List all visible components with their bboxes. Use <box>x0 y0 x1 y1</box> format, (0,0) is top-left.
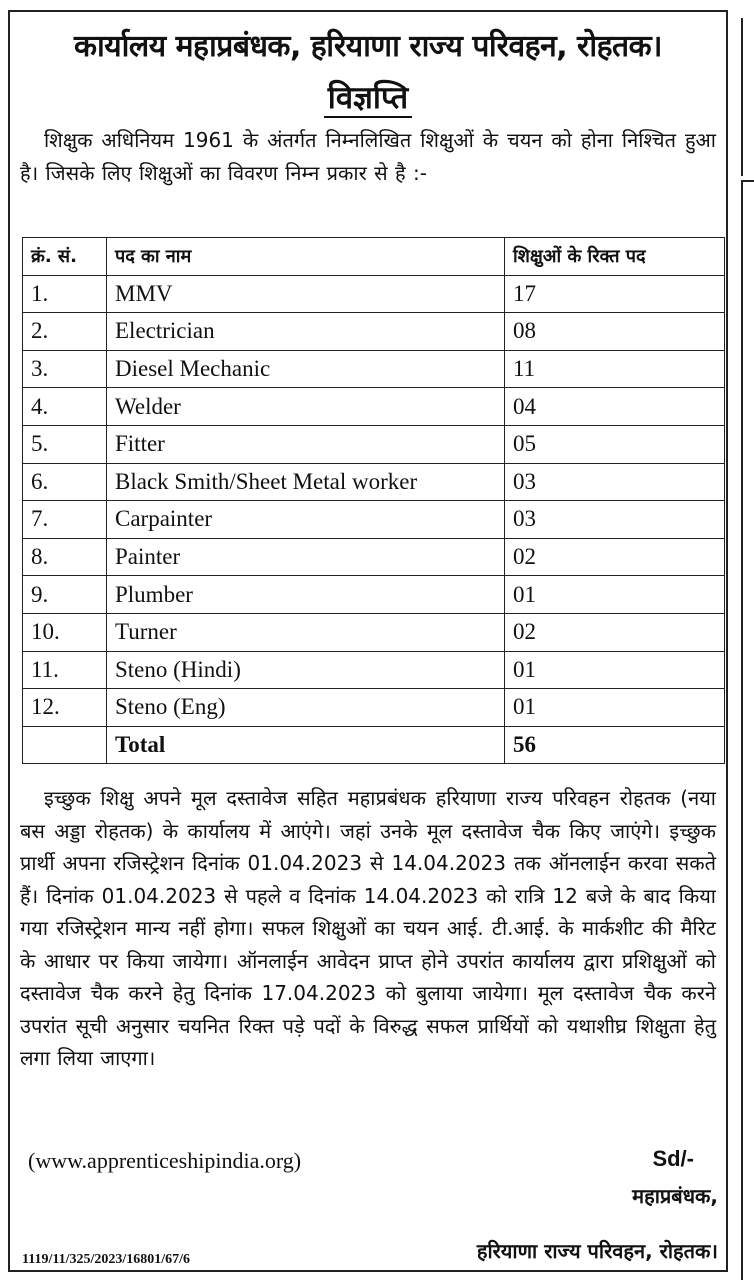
row-vacancies: 01 <box>505 576 725 614</box>
row-post-name: Carpainter <box>107 501 505 539</box>
instructions-paragraph: इच्छुक शिक्षु अपने मूल दस्तावेज सहित महाप्रबंधक हरियाणा राज्य परिवहन रोहतक (नया बस अड्डा रोहतक) के कार्यालय में आएंगे। जहां उनके मूल दस्तावेज चैक किए जाएंगे। इच्छुक प्रार्थी अपना रजिस्ट्रेशन दिनांक 01.04.2023 से 14.04.2023 तक ऑनलाईन करवा सकते हैं। दिनांक 01.04.2023 से पहले व दिनांक 14.04.2023 को रात्रि 12 बजे के बाद किया गया रजिस्ट्रेशन मान्य नहीं होगा। सफल शिक्षुओं का चयन आई. टी.आई. के मार्कशीट की मैरिट के आधार पर किया जायेगा। ऑनलाईन आवेदन प्राप्त होने उपरांत कार्यालय द्वारा प्रशिक्षुओं को दस्तावेज चैक करने हेतु दिनांक 17.04.2023 को बुलाया जायेगा। मूल दस्तावेज चैक करने उपरांत सूची अनुसार चयनित रिक्त पड़े पदों के विरुद्ध सफल प्रार्थियों को यथाशीघ्र शिक्षुता हेतु लगा लिया जाएगा। <box>20 786 716 1070</box>
row-post-name: Diesel Mechanic <box>107 350 505 388</box>
table-header-row <box>23 238 725 276</box>
table-row <box>23 350 725 388</box>
office-title: कार्यालय महाप्रबंधक, हरियाणा राज्य परिवहन, रोहतक। <box>73 29 663 64</box>
row-post-name: Electrician <box>107 313 505 351</box>
row-vacancies: 17 <box>505 275 725 313</box>
table-row <box>23 313 725 351</box>
header-serial: क्रं. सं. <box>23 238 107 276</box>
adjacent-column-border <box>741 18 743 176</box>
row-vacancies: 01 <box>505 689 725 727</box>
notice-title: विज्ञप्ति <box>324 80 412 118</box>
row-post-name: Black Smith/Sheet Metal worker <box>107 463 505 501</box>
row-vacancies: 02 <box>505 538 725 576</box>
row-post-name: Painter <box>107 538 505 576</box>
row-serial: 6. <box>23 463 107 501</box>
header-vacancies: शिक्षुओं के रिक्त पद <box>505 238 725 276</box>
table-row <box>23 689 725 727</box>
row-serial: 11. <box>23 651 107 689</box>
notice-title-wrap <box>10 80 726 116</box>
table-row <box>23 425 725 463</box>
row-serial: 5. <box>23 425 107 463</box>
signature-sd: Sd/- <box>652 1146 694 1171</box>
row-vacancies: 02 <box>505 613 725 651</box>
row-vacancies: 08 <box>505 313 725 351</box>
signature-organization: हरियाणा राज्य परिवहन, रोहतक। <box>476 1239 718 1263</box>
row-vacancies: 03 <box>505 463 725 501</box>
reference-number: 1119/11/325/2023/16801/67/6 <box>22 1252 191 1267</box>
header-post: पद का नाम <box>107 238 505 276</box>
row-vacancies: 01 <box>505 651 725 689</box>
table-row <box>23 613 725 651</box>
table-row <box>23 388 725 426</box>
total-serial-empty <box>23 726 107 764</box>
website-link[interactable]: (www.apprenticeshipindia.org) <box>28 1148 302 1173</box>
row-post-name: Steno (Eng) <box>107 689 505 727</box>
row-serial: 4. <box>23 388 107 426</box>
row-serial: 3. <box>23 350 107 388</box>
adjacent-column-border <box>741 180 743 1280</box>
table-row <box>23 501 725 539</box>
row-serial: 7. <box>23 501 107 539</box>
row-serial: 12. <box>23 689 107 727</box>
table-total-row <box>23 726 725 764</box>
table-body <box>23 275 725 764</box>
row-serial: 2. <box>23 313 107 351</box>
row-serial: 1. <box>23 275 107 313</box>
row-post-name: Turner <box>107 613 505 651</box>
row-post-name: Welder <box>107 388 505 426</box>
table-row <box>23 538 725 576</box>
row-vacancies: 05 <box>505 425 725 463</box>
row-serial: 10. <box>23 613 107 651</box>
row-post-name: Steno (Hindi) <box>107 651 505 689</box>
total-label: Total <box>107 726 505 764</box>
row-serial: 8. <box>23 538 107 576</box>
total-value: 56 <box>505 726 725 764</box>
row-vacancies: 11 <box>505 350 725 388</box>
row-post-name: MMV <box>107 275 505 313</box>
vacancy-table <box>22 237 725 764</box>
row-serial: 9. <box>23 576 107 614</box>
row-post-name: Plumber <box>107 576 505 614</box>
table-row <box>23 576 725 614</box>
intro-paragraph: शिक्षुक अधिनियम 1961 के अंतर्गत निम्नलिखित शिक्षुओं के चयन को होना निश्चित हुआ है। जिसके लिए शिक्षुओं का विवरण निम्न प्रकार से है :- <box>20 128 716 185</box>
row-vacancies: 03 <box>505 501 725 539</box>
row-vacancies: 04 <box>505 388 725 426</box>
table-row <box>23 651 725 689</box>
table-row <box>23 275 725 313</box>
notice-box <box>8 10 728 1272</box>
row-post-name: Fitter <box>107 425 505 463</box>
signature-designation: महाप्रबंधक, <box>632 1184 718 1208</box>
table-row <box>23 463 725 501</box>
